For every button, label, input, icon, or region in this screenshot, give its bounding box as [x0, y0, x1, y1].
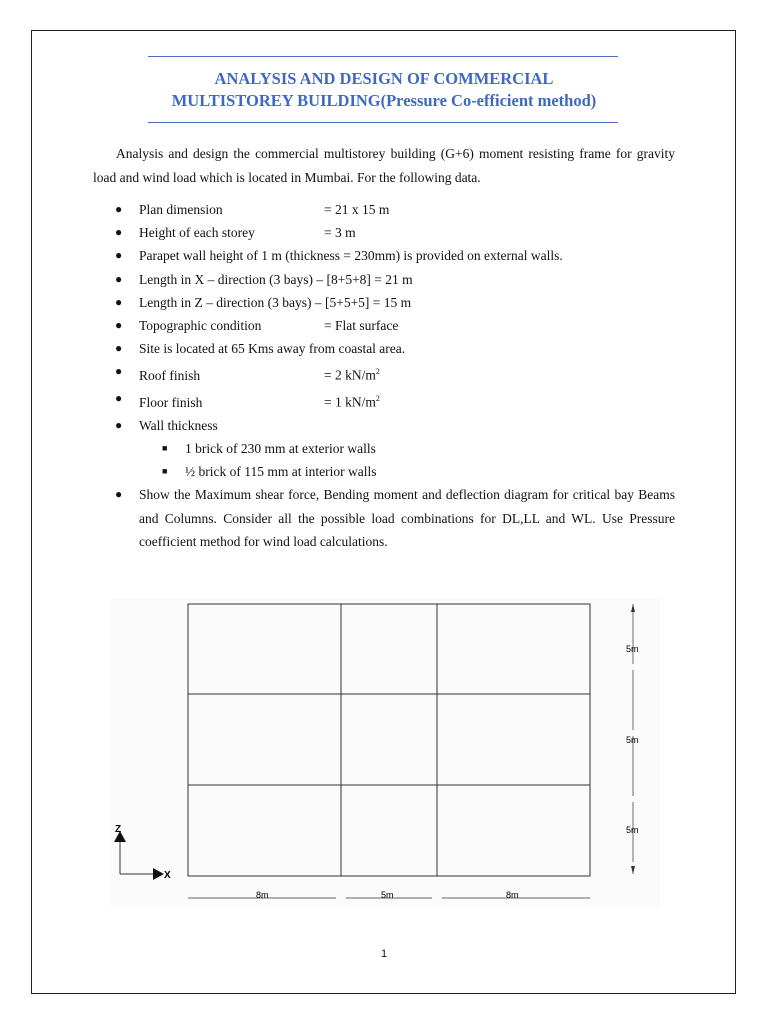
floor-superscript: 2 [375, 394, 380, 404]
x-bay-1-label: 8m [256, 890, 269, 900]
storey-height-label: Height of each storey [139, 225, 255, 241]
plan-background [110, 598, 660, 908]
bullet-icon: ● [115, 248, 123, 263]
roof-finish-value: = 2 kN/m [324, 367, 376, 383]
bullet-icon: ● [115, 271, 123, 286]
roof-finish-label: Roof finish [139, 367, 201, 383]
show-instructions-text: Show the Maximum shear force, Bending moment and deflection diagram for critical bay Beams and Columns. Consider all the possible load combinations for DL,LL and WL. Use Pressure coefficient method for wind load calculations. [139, 487, 675, 549]
x-axis-label: X [164, 870, 171, 881]
page-number: 1 [380, 948, 388, 960]
list-item [115, 314, 675, 337]
plan-dimension-value: = 21 x 15 m [324, 202, 390, 217]
title-bottom-rule [148, 122, 618, 123]
storey-height-value: = 3 m [324, 225, 356, 241]
bullet-icon: ● [115, 391, 123, 406]
intro-paragraph: Analysis and design the commercial multistorey building (G+6) moment resisting frame for gravity load and wind load which is located in Mumbai. For the following data. [93, 146, 675, 185]
wall-exterior-text: 1 brick of 230 mm at exterior walls [185, 441, 376, 457]
title-top-rule [148, 56, 618, 57]
wall-interior-text: ½ brick of 115 mm at interior walls [185, 464, 377, 480]
list-item [115, 414, 675, 484]
sub-list-item [139, 437, 675, 460]
topographic-label: Topographic condition [139, 318, 262, 334]
z-axis-label: Z [115, 824, 122, 835]
square-bullet-icon: ■ [162, 443, 168, 454]
site-text: Site is located at 65 Kms away from coastal area. [139, 341, 406, 357]
list-item [115, 291, 675, 314]
bullet-icon: ● [115, 487, 123, 502]
sub-list-item [139, 460, 675, 483]
bullet-icon: ● [115, 417, 123, 432]
bullet-icon: ● [115, 364, 123, 379]
list-item [115, 198, 675, 221]
list-item [115, 387, 675, 414]
floor-finish-label: Floor finish [139, 394, 203, 410]
plan-dimension-label: Plan dimension [139, 202, 223, 217]
list-item [115, 360, 675, 387]
topographic-value: = Flat surface [324, 318, 399, 334]
length-z-text: Length in Z – direction (3 bays) – [5+5+5] = 15 m [139, 294, 412, 310]
x-bay-3-label: 8m [506, 890, 519, 900]
list-item [115, 221, 675, 244]
list-item [115, 483, 675, 553]
x-bay-2-label: 5m [381, 890, 394, 900]
list-item [115, 337, 675, 360]
list-item [115, 244, 675, 267]
z-bay-1-label: 5m [626, 644, 639, 654]
square-bullet-icon: ■ [162, 466, 168, 477]
wall-thickness-text: Wall thickness [139, 417, 218, 433]
floor-finish-value: = 1 kN/m [324, 394, 376, 410]
bullet-icon: ● [115, 225, 123, 240]
document-title-line1: ANALYSIS AND DESIGN OF COMMERCIAL [214, 69, 554, 88]
z-bay-3-label: 5m [626, 825, 639, 835]
data-list [115, 198, 675, 553]
bullet-icon: ● [115, 341, 123, 356]
document-title-line2: MULTISTOREY BUILDING(Pressure Co-efficient method) [171, 91, 597, 110]
bullet-icon: ● [115, 202, 123, 216]
roof-superscript: 2 [375, 367, 380, 377]
parapet-text: Parapet wall height of 1 m (thickness = 230mm) is provided on external walls. [139, 248, 563, 264]
bullet-icon: ● [115, 294, 123, 309]
bullet-icon: ● [115, 318, 123, 333]
floor-plan-diagram [100, 590, 660, 910]
wall-sublist [139, 437, 675, 483]
z-bay-2-label: 5m [626, 735, 639, 745]
list-item [115, 268, 675, 291]
length-x-text: Length in X – direction (3 bays) – [8+5+8] = 21 m [139, 271, 413, 287]
